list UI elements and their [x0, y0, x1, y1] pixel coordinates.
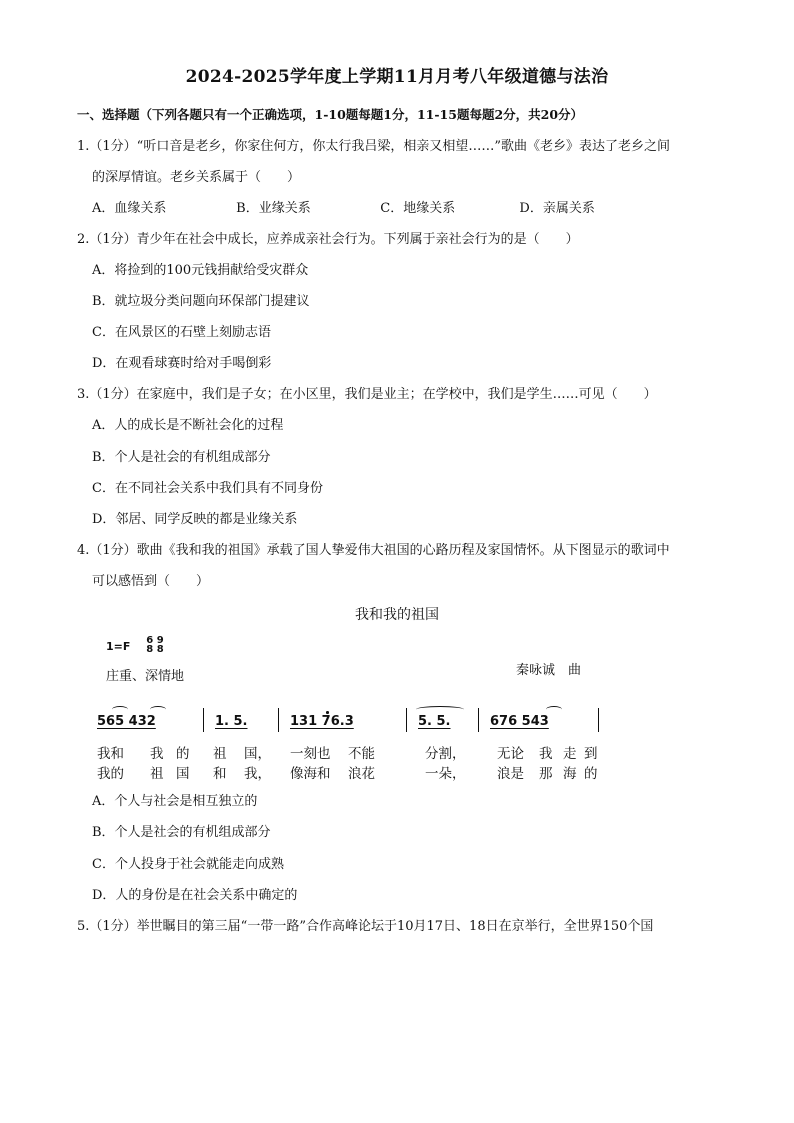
score-tempo: 庄重、深情地 — [106, 669, 185, 684]
lyric: 不能 — [348, 746, 375, 762]
q2-option-b[interactable]: B．就垃圾分类问题向环保部门提建议 — [92, 294, 310, 309]
score-measure-5: 676 543 — [490, 714, 549, 729]
slur — [112, 706, 128, 713]
bar-line — [478, 708, 479, 732]
lyric: 我 — [539, 746, 553, 762]
lyric: 祖 — [213, 746, 227, 762]
score-measure-1: 565 432 — [97, 714, 156, 729]
lyric: 无论 — [497, 746, 524, 762]
q1-options — [92, 199, 595, 219]
exam-title: 2024-2025学年度上学期11月月考八年级道德与法治 — [185, 67, 609, 87]
lyric: 我和 — [97, 746, 124, 762]
q3-stem: 3.（1分）在家庭中，我们是子女；在小区里，我们是业主；在学校中，我们是学生……可见（ ） — [77, 387, 657, 402]
q2-option-a[interactable]: A．将捡到的100元钱捐献给受灾群众 — [92, 263, 309, 278]
lyric: 海 — [563, 766, 577, 782]
q1-stem: 1.（1分）“听口音是老乡，你家住何方，你太行我吕梁，相亲又相望……”歌曲《老乡》表达了老乡之间 — [77, 139, 670, 154]
q2-option-d[interactable]: D．在观看球赛时给对手喝倒彩 — [92, 356, 272, 371]
lyric: 我， — [244, 766, 271, 782]
lyric: 祖 — [150, 766, 164, 782]
q3-option-b[interactable]: B．个人是社会的有机组成部分 — [92, 450, 271, 465]
q2-option-c[interactable]: C．在风景区的石壁上刻励志语 — [92, 325, 271, 340]
lyric: 国 — [176, 766, 190, 782]
q2-stem: 2.（1分）青少年在社会中成长，应养成亲社会行为。下列属于亲社会行为的是（ ） — [77, 232, 579, 247]
q4-stem-cont: 可以感悟到（ ） — [92, 574, 210, 589]
q1-stem-cont: 的深厚情谊。老乡关系属于（ ） — [92, 170, 301, 185]
bar-line — [203, 708, 204, 732]
q5-stem: 5.（1分）举世瞩目的第三届“一带一路”合作高峰论坛于10月17日、18日在京举行，全世界150个国 — [77, 919, 654, 934]
lyric: 和 — [213, 766, 227, 782]
lyric: 的 — [176, 746, 190, 762]
q4-option-b[interactable]: B．个人是社会的有机组成部分 — [92, 825, 271, 840]
slur — [150, 706, 166, 713]
lyric: 的 — [584, 766, 598, 782]
q1-option-d[interactable]: D．亲属关系 — [519, 201, 595, 216]
q4-option-a[interactable]: A．个人与社会是相互独立的 — [92, 794, 258, 809]
bar-line — [598, 708, 599, 732]
score-measure-4: 5. 5. — [418, 714, 451, 729]
lyric: 一刻也 — [290, 746, 331, 762]
section-heading: 一、选择题（下列各题只有一个正确选项，1-10题每题1分，11-15题每题2分，共20分） — [77, 107, 584, 122]
score-measure-3: 131 76.3 — [290, 714, 354, 729]
slur — [416, 706, 464, 713]
q3-option-c[interactable]: C．在不同社会关系中我们具有不同身份 — [92, 481, 323, 496]
q1-option-b[interactable]: B．业缘关系 — [236, 201, 311, 216]
score-title: 我和我的祖国 — [355, 607, 439, 623]
bar-line — [406, 708, 407, 732]
high-octave-dot — [326, 711, 329, 714]
lyric: 那 — [539, 766, 553, 782]
time-signature: 6 9 8 8 — [146, 635, 164, 655]
score-composer: 秦咏诚 曲 — [516, 663, 582, 678]
lyric: 像海和 — [290, 766, 331, 782]
q1-option-c[interactable]: C．地缘关系 — [380, 201, 456, 216]
lyric: 走 — [563, 746, 577, 762]
lyric: 一朵， — [425, 766, 466, 782]
lyric: 浪花 — [348, 766, 375, 782]
lyric: 我的 — [97, 766, 124, 782]
q4-option-c[interactable]: C．个人投身于社会就能走向成熟 — [92, 857, 284, 872]
bar-line — [278, 708, 279, 732]
lyric: 到 — [584, 746, 598, 762]
q4-stem: 4.（1分）歌曲《我和我的祖国》承载了国人挚爱伟大祖国的心路历程及家国情怀。从下图显示的歌词中 — [77, 543, 670, 558]
q4-option-d[interactable]: D．人的身份是在社会关系中确定的 — [92, 888, 298, 903]
lyric: 国， — [244, 746, 271, 762]
q3-option-a[interactable]: A．人的成长是不断社会化的过程 — [92, 418, 284, 433]
lyric: 我 — [150, 746, 164, 762]
q3-option-d[interactable]: D．邻居、同学反映的都是业缘关系 — [92, 512, 298, 527]
score-measure-2: 1. 5. — [215, 714, 248, 729]
q1-option-a[interactable]: A．血缘关系 — [92, 201, 167, 216]
lyric: 分割， — [425, 746, 466, 762]
lyric: 浪是 — [497, 766, 524, 782]
score-key: 1=F — [106, 640, 131, 653]
slur — [546, 706, 562, 713]
